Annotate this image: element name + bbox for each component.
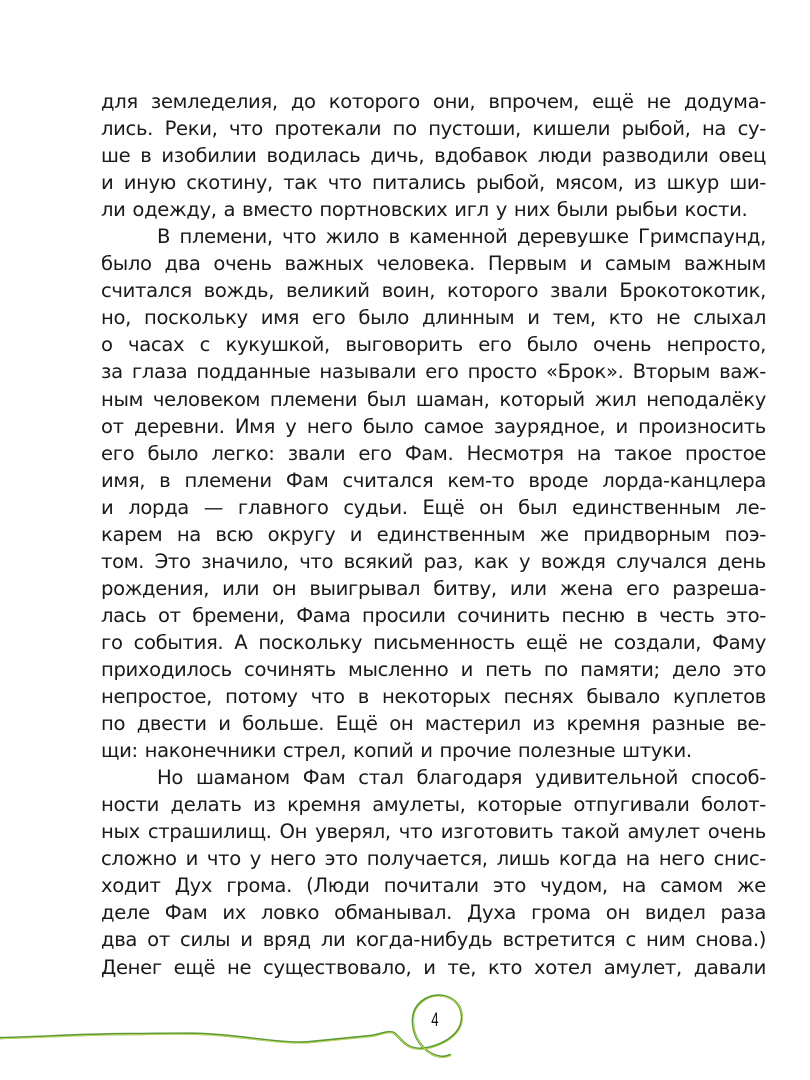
text-line: приходилось сочинять мысленно и петь по памяти; дело это (101, 657, 766, 681)
text-line: том. Это значило, что всякий раз, как у вождя случался день (101, 549, 766, 573)
text-line: Денег ещё не существовало, и те, кто хотел амулет, давали (101, 955, 766, 979)
text-line: ным человеком племени был шаман, который жил неподалёку (101, 387, 766, 411)
text-line: лись. Реки, что протекали по пустоши, кишели рыбой, на су- (101, 117, 766, 141)
text-line: ли одежду, а вместо портновских игл у них были рыбьи кости. (101, 198, 748, 222)
text-line: сложно и что у него это получается, лишь когда на него снис- (101, 847, 766, 871)
paragraph-1 (101, 88, 766, 223)
text-line: и лорда — главного судьи. Ещё он был единственным ле- (101, 495, 766, 519)
text-line: ходит Дух грома. (Люди почитали это чудом, на самом же (101, 874, 766, 898)
vine-line-with-loop-icon (0, 990, 810, 1080)
text-line: щи: наконечники стрел, копий и прочие полезные штуки. (101, 739, 692, 763)
text-line: ных страшилищ. Он уверял, что изготовить такой амулет очень (101, 820, 766, 844)
text-line: и иную скотину, так что питались рыбой, мясом, из шкур ши- (101, 171, 766, 195)
text-line: о часах с кукушкой, выговорить его было очень непросто, (101, 333, 766, 357)
text-line: рождения, или он выигрывал битву, или жена его разреша- (101, 576, 766, 600)
text-line: ности делать из кремня амулеты, которые отпугивали болот- (101, 793, 766, 817)
text-line: по двести и больше. Ещё он мастерил из кремня разные ве- (101, 712, 766, 736)
text-line: два от силы и вряд ли когда-нибудь встретится с ним снова.) (101, 928, 766, 952)
text-line: лась от бремени, Фама просили сочинить песню в честь это- (101, 603, 766, 627)
text-line: В племени, что жило в каменной деревушке Гримспаунд, (157, 225, 766, 249)
text-line: имя, в племени Фам считался кем-то вроде лорда-канцлера (101, 468, 766, 492)
text-line: ше в изобилии водилась дичь, вдобавок люди разводили овец (101, 144, 766, 168)
text-line: карем на всю округу и единственным же придворным поэ- (101, 522, 766, 546)
text-line: Но шаманом Фам стал благодаря удивительной способ- (157, 766, 766, 790)
text-line: деле Фам их ловко обманывал. Духа грома он видел раза (101, 901, 766, 925)
text-line: считался вождь, великий воин, которого звали Брокотокотик, (101, 279, 766, 303)
vine-highlight (1, 996, 463, 1057)
text-line: но, поскольку имя его было длинным и тем, кто не слыхал (101, 306, 766, 330)
text-line: его было легко: звали его Фам. Несмотря на такое простое (101, 441, 766, 465)
text-line: от деревни. Имя у него было самое заурядное, и произносить (101, 414, 766, 438)
paragraph-2 (101, 223, 766, 764)
paragraph-3 (101, 764, 766, 980)
text-line: го события. А поскольку письменность ещё не создали, Фаму (101, 630, 766, 654)
vine-stroke (0, 996, 462, 1057)
text-line: было два очень важных человека. Первым и самым важным (101, 252, 766, 276)
text-line: для земледелия, до которого они, впрочем, ещё не додума- (101, 90, 766, 113)
body-text (101, 88, 766, 981)
text-line: непростое, потому что в некоторых песнях бывало куплетов (101, 685, 766, 709)
page-number: 4 (431, 1010, 439, 1031)
text-line: за глаза подданные называли его просто «Брок». Вторым важ- (101, 360, 766, 384)
